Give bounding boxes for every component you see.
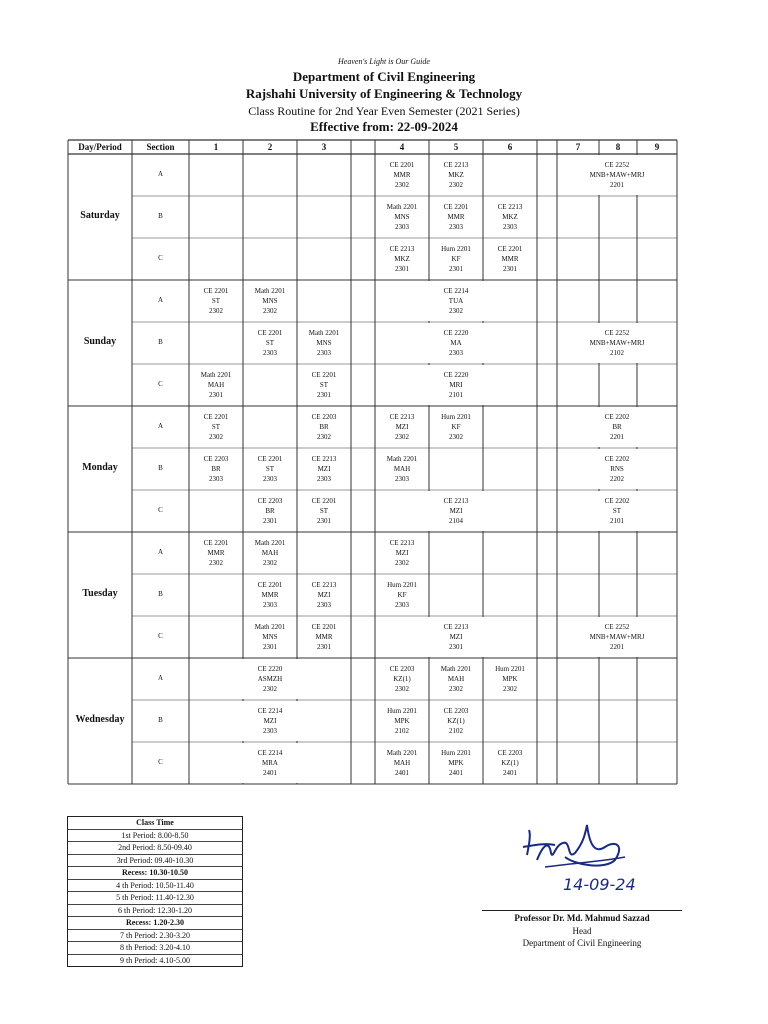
day-label: Sunday [83,336,117,347]
class-entry [243,622,297,652]
header-cell: 2 [267,142,273,152]
class-entry [375,328,537,358]
class-entry-line: CE 2202 [604,413,630,421]
section-label: A [157,422,164,430]
class-entry [243,580,297,610]
class-entry-line: 2303 [263,727,277,735]
class-entry-line: TUA [448,297,464,305]
section-label: B [158,212,163,220]
class-entry-line: Math 2201 [386,749,418,757]
class-entry-line: 2301 [263,643,277,651]
class-entry-line: 2302 [209,559,223,567]
class-entry-line: CE 2201 [497,245,523,253]
class-entry-line: MZI [263,717,277,725]
class-entry-line: 2201 [610,643,624,651]
signatory-department: Department of Civil Engineering [522,938,642,948]
class-entry-line: MAH [261,549,279,557]
motto: Heaven's Light is Our Guide [338,57,430,66]
class-entry-line: KZ(1) [447,717,465,725]
class-entry-line: MMR [315,633,333,641]
class-entry-line: CE 2201 [257,455,283,463]
header-cell: 1 [213,142,219,152]
class-entry-line: 2302 [263,685,277,693]
class-entry-line: 2102 [395,727,409,735]
class-entry-line: Hum 2201 [441,245,471,253]
class-entry [429,412,483,442]
class-entry-line: MNS [262,297,278,305]
class-entry [375,244,429,274]
section-label: C [158,380,163,388]
class-entry-line: CE 2213 [311,455,337,463]
class-time-row: 1st Period: 8.00-8.50 [68,830,242,843]
class-entry-line: MZI [395,549,409,557]
class-entry-line: 2302 [209,433,223,441]
class-entry-line: ST [211,297,221,305]
class-entry-line: MA [450,339,462,347]
header-cell: 7 [575,142,581,152]
class-entry-line: MZI [395,423,409,431]
department-title: Department of Civil Engineering [292,69,476,84]
handwritten-date: 14-09-24 [563,875,636,894]
class-entry-line: 2303 [395,601,409,609]
class-time-row: 8 th Period: 3.20-4.10 [68,942,242,955]
class-entry [189,454,243,484]
class-entry-line: 2303 [395,223,409,231]
header-cell: 5 [453,142,459,152]
class-entry-line: 2302 [395,181,409,189]
class-entry-line: MNS [316,339,332,347]
class-entry-line: MNB+MAW+MRJ [589,633,645,641]
class-entry-line: CE 2203 [389,665,415,673]
class-entry-line: 2303 [317,601,331,609]
class-entry-line: KF [451,255,461,263]
class-entry-line: 2302 [395,433,409,441]
class-entry [483,748,537,778]
class-entry-line: Hum 2201 [441,749,471,757]
class-entry-line: MKZ [448,171,464,179]
class-entry-line: MAH [207,381,225,389]
day-label: Tuesday [82,588,118,599]
class-entry-line: MZI [449,507,463,515]
class-entry-line: MKZ [394,255,410,263]
class-time-row: 2nd Period: 8.50-09.40 [68,842,242,855]
class-entry-line: CE 2203 [311,413,337,421]
class-entry-line: Math 2201 [200,371,232,379]
class-entry-line: ST [265,339,275,347]
class-entry-line: MMR [207,549,225,557]
class-entry-line: CE 2202 [604,497,630,505]
class-entry-line: BR [265,507,275,515]
signature-image [515,815,665,900]
class-entry-line: ST [319,381,329,389]
class-entry-line: MMR [393,171,411,179]
class-entry-line: BR [319,423,329,431]
header-cell: 9 [654,142,660,152]
class-entry-line: 2303 [317,349,331,357]
class-entry-line: 2102 [449,727,463,735]
class-entry-line: 2301 [209,391,223,399]
section-label: C [158,632,163,640]
day-label: Wednesday [75,714,125,725]
class-entry [557,496,677,526]
class-entry [243,538,297,568]
class-entry-line: CE 2201 [257,581,283,589]
class-entry-line: 2303 [395,475,409,483]
header-cell: 4 [399,142,405,152]
class-entry [375,496,537,526]
class-entry [375,664,429,694]
class-entry-line: MNB+MAW+MRJ [589,339,645,347]
class-entry [243,328,297,358]
class-entry-line: CE 2201 [443,203,469,211]
class-entry [243,454,297,484]
class-entry-line: MAH [393,465,411,473]
class-entry-line: MPK [502,675,518,683]
class-time-title: Class Time [68,817,242,830]
signatory-title: Head [572,926,592,936]
class-entry-line: CE 2201 [203,287,229,295]
class-entry-line: CE 2214 [257,707,283,715]
class-entry-line: CE 2220 [443,371,469,379]
class-entry-line: 2302 [449,433,463,441]
header-cell: Section [146,142,175,152]
class-entry-line: MAH [447,675,465,683]
class-entry-line: 2301 [503,265,517,273]
class-entry [483,664,537,694]
class-entry-line: 2302 [503,685,517,693]
class-entry-line: Hum 2201 [441,413,471,421]
class-entry-line: ST [211,423,221,431]
class-entry-line: ST [319,507,329,515]
class-entry-line: 2101 [610,517,624,525]
class-entry [375,412,429,442]
class-entry-line: CE 2203 [257,497,283,505]
class-entry [429,664,483,694]
class-entry-line: CE 2252 [604,161,630,169]
class-entry-line: 2301 [263,517,277,525]
class-entry-line: 2302 [263,307,277,315]
class-entry-line: 2301 [395,265,409,273]
class-entry-line: 2302 [449,307,463,315]
class-entry-line: 2301 [317,517,331,525]
class-entry-line: Math 2201 [440,665,472,673]
class-entry-line: CE 2214 [257,749,283,757]
class-entry-line: KZ(1) [501,759,519,767]
class-entry-line: MRI [449,381,463,389]
class-entry-line: 2303 [503,223,517,231]
class-entry-line: MPK [448,759,464,767]
class-entry-line: Math 2201 [254,287,286,295]
section-label: A [157,548,164,556]
class-entry-line: 2202 [610,475,624,483]
class-entry-line: CE 2213 [443,623,469,631]
class-entry-line: CE 2203 [443,707,469,715]
class-entry [483,244,537,274]
class-entry-line: 2302 [395,559,409,567]
class-entry-line: 2301 [317,643,331,651]
class-entry-line: MMR [261,591,279,599]
class-entry [429,202,483,232]
header-cell: 3 [321,142,327,152]
class-entry [189,706,351,736]
class-entry [243,286,297,316]
class-entry-line: Math 2201 [386,455,418,463]
class-entry-line: MZI [317,591,331,599]
class-entry [297,580,351,610]
class-time-row: 6 th Period: 12.30-1.20 [68,905,242,918]
class-entry [375,622,537,652]
section-label: C [158,506,163,514]
class-entry-line: KZ(1) [393,675,411,683]
class-time-row: 5 th Period: 11.40-12.30 [68,892,242,905]
class-entry [375,580,429,610]
class-entry-line: 2303 [263,475,277,483]
class-entry-line: 2303 [317,475,331,483]
class-entry [375,202,429,232]
class-entry-line: BR [211,465,221,473]
class-entry-line: MNS [262,633,278,641]
class-entry [375,370,537,400]
header-cell: 6 [507,142,513,152]
class-entry-line: 2303 [263,349,277,357]
class-entry-line: 2401 [263,769,277,777]
class-entry [557,160,677,190]
class-entry [375,706,429,736]
class-entry [375,286,537,316]
class-entry [483,202,537,232]
class-entry-line: CE 2213 [443,497,469,505]
class-entry-line: CE 2202 [604,455,630,463]
class-entry-line: CE 2201 [311,497,337,505]
class-entry-line: BR [612,423,622,431]
class-entry [429,706,483,736]
class-time-row: 7 th Period: 2.30-3.20 [68,930,242,943]
section-label: A [157,296,164,304]
class-time-table [67,816,243,967]
class-entry [297,412,351,442]
class-entry [375,538,429,568]
class-entry-line: MKZ [502,213,518,221]
class-entry-line: CE 2220 [443,329,469,337]
class-entry-line: 2302 [317,433,331,441]
class-entry-line: CE 2201 [311,371,337,379]
section-label: B [158,338,163,346]
effective-date: Effective from: 22-09-2024 [310,119,458,134]
class-entry-line: MNB+MAW+MRJ [589,171,645,179]
class-entry-line: CE 2203 [497,749,523,757]
class-entry-line: CE 2201 [203,413,229,421]
class-entry-line: Hum 2201 [387,581,417,589]
class-entry [557,328,677,358]
class-time-row: Recess: 1.20-2.30 [68,917,242,930]
routine-title: Class Routine for 2nd Year Even Semester (2021 Series) [248,104,520,118]
class-entry-line: 2401 [395,769,409,777]
class-entry-line: 2303 [209,475,223,483]
day-label: Saturday [80,210,120,221]
class-entry-line: MRA [262,759,278,767]
class-entry [189,538,243,568]
class-entry-line: CE 2201 [311,623,337,631]
class-entry-line: CE 2213 [311,581,337,589]
class-entry-line: Math 2201 [308,329,340,337]
university-title: Rajshahi University of Engineering & Technology [245,86,523,101]
class-entry-line: CE 2252 [604,623,630,631]
class-entry-line: 2301 [449,643,463,651]
class-entry-line: 2303 [263,601,277,609]
class-entry-line: CE 2213 [389,413,415,421]
class-entry-line: MZI [449,633,463,641]
class-entry-line: 2302 [209,307,223,315]
class-entry-line: Hum 2201 [387,707,417,715]
class-entry-line: CE 2220 [257,665,283,673]
class-entry [189,370,243,400]
class-entry-line: CE 2214 [443,287,469,295]
class-entry [243,496,297,526]
class-entry-line: Hum 2201 [495,665,525,673]
signatory-name: Professor Dr. Md. Mahmud Sazzad [514,913,650,923]
class-entry-line: Math 2201 [254,539,286,547]
class-entry-line: ASMZH [257,675,283,683]
day-label: Monday [82,462,118,473]
class-entry-line: 2102 [610,349,624,357]
class-time-row: 4 th Period: 10.50-11.40 [68,880,242,893]
class-entry [557,412,677,442]
class-entry-line: CE 2201 [389,161,415,169]
class-entry [297,328,351,358]
section-label: C [158,254,163,262]
class-entry-line: 2201 [610,433,624,441]
class-entry-line: 2303 [449,223,463,231]
section-label: A [157,674,164,682]
class-entry-line: 2401 [449,769,463,777]
class-entry-line: Math 2201 [254,623,286,631]
class-entry-line: MMR [447,213,465,221]
class-entry-line: CE 2201 [203,539,229,547]
class-entry-line: ST [612,507,622,515]
class-entry-line: 2303 [449,349,463,357]
section-label: C [158,758,163,766]
class-entry [429,244,483,274]
class-entry-line: 2302 [395,685,409,693]
class-entry-line: CE 2203 [203,455,229,463]
class-entry [189,286,243,316]
class-entry [189,412,243,442]
class-entry-line: MZI [317,465,331,473]
section-label: A [157,170,164,178]
class-entry [375,748,429,778]
class-entry-line: 2401 [503,769,517,777]
class-entry [375,160,429,190]
class-entry [297,622,351,652]
header-cell: Day/Period [78,142,122,152]
class-entry-line: CE 2213 [443,161,469,169]
class-entry-line: 2302 [263,559,277,567]
class-entry-line: MNS [394,213,410,221]
class-entry-line: 2301 [317,391,331,399]
class-entry-line: MMR [501,255,519,263]
class-entry-line: CE 2252 [604,329,630,337]
class-entry [297,454,351,484]
class-entry [557,622,677,652]
class-entry [189,664,351,694]
section-label: B [158,590,163,598]
class-entry-line: 2104 [449,517,463,525]
class-time-row: 3rd Period: 09.40-10.30 [68,855,242,868]
class-entry-line: 2302 [449,685,463,693]
class-entry-line: KF [451,423,461,431]
class-entry-line: CE 2213 [389,539,415,547]
class-entry [429,160,483,190]
header-cell: 8 [615,142,621,152]
class-entry-line: MPK [394,717,410,725]
class-entry-line: CE 2213 [497,203,523,211]
class-entry-line: 2201 [610,181,624,189]
signature-line [482,910,682,911]
class-entry-line: 2301 [449,265,463,273]
class-entry-line: 2302 [449,181,463,189]
section-label: B [158,464,163,472]
class-entry [297,496,351,526]
class-entry-line: KF [397,591,407,599]
class-entry-line: RNS [610,465,624,473]
class-entry-line: Math 2201 [386,203,418,211]
class-entry-line: CE 2213 [389,245,415,253]
class-entry [189,748,351,778]
class-entry-line: 2101 [449,391,463,399]
class-entry-line: CE 2201 [257,329,283,337]
class-entry [429,748,483,778]
class-entry-line: MAH [393,759,411,767]
class-time-row: 9 th Period: 4.10-5.00 [120,955,190,965]
section-label: B [158,716,163,724]
class-time-row: Recess: 10.30-10.50 [68,867,242,880]
class-entry [557,454,677,484]
class-entry [375,454,429,484]
class-entry [297,370,351,400]
class-entry-line: ST [265,465,275,473]
